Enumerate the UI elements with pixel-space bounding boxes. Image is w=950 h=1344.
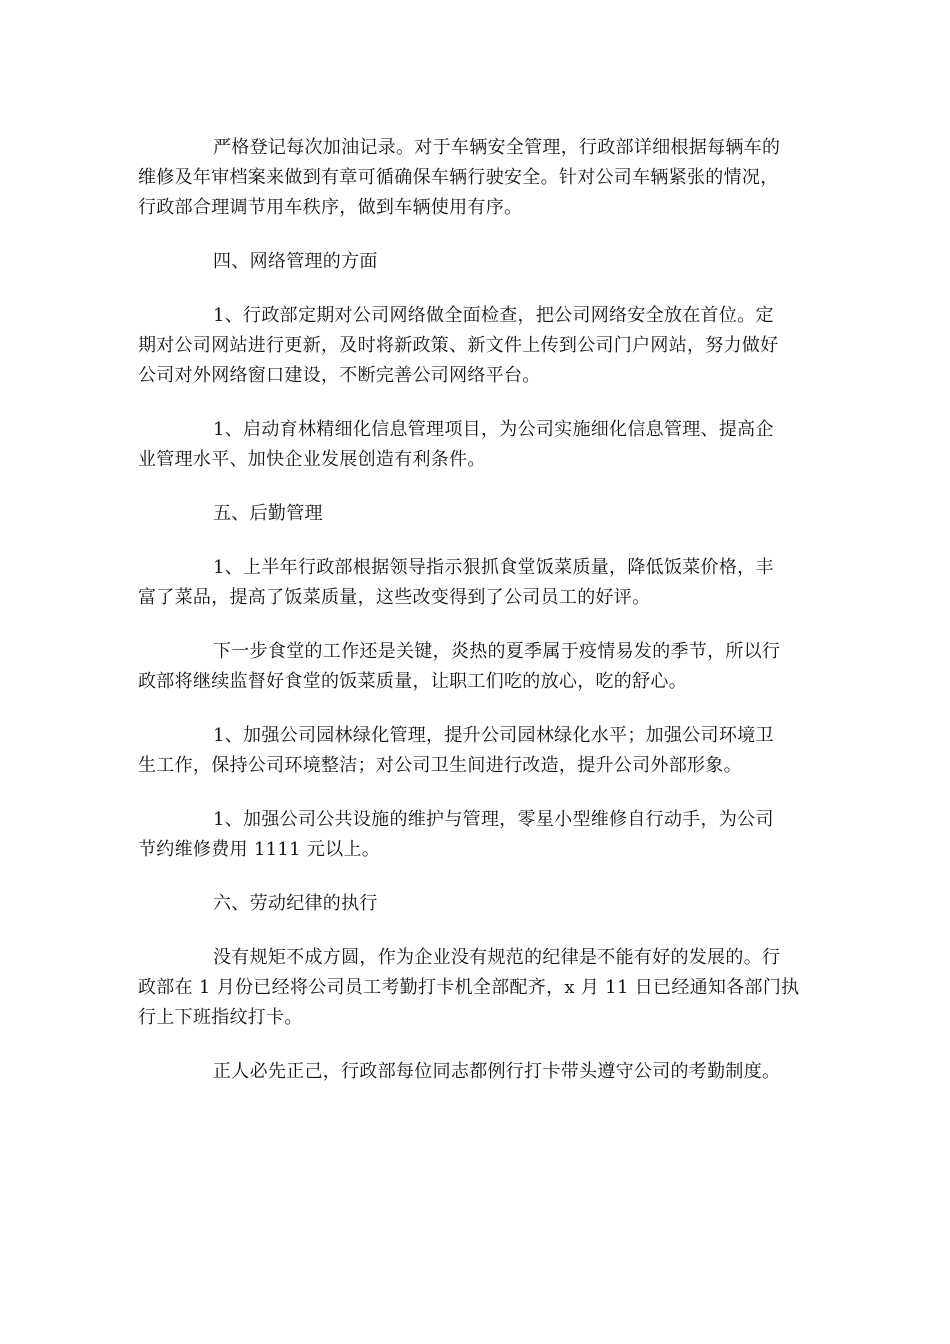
section-heading-logistics (213, 499, 813, 529)
text-line: 下一步食堂的工作还是关键，炎热的夏季属于疫情易发的季节，所以行 (213, 641, 781, 662)
paragraph-canteen-next-step (138, 637, 813, 697)
text-line: 业管理水平、加快企业发展创造有利条件。 (138, 449, 486, 470)
text-line: 节约维修费用 1111 元以上。 (138, 839, 381, 860)
heading-text: 五、后勤管理 (213, 503, 323, 524)
heading-text: 四、网络管理的方面 (213, 251, 378, 272)
text-line: 严格登记每次加油记录。对于车辆安全管理，行政部详细根据每辆车的 (213, 137, 781, 158)
paragraph-network-check (138, 301, 813, 391)
paragraph-canteen-quality (138, 553, 813, 613)
text-line: 行上下班指纹打卡。 (138, 1007, 303, 1028)
text-line: 正人必先正己，行政部每位同志都例行打卡带头遵守公司的考勤制度。 (213, 1061, 781, 1082)
text-line: 公司对外网络窗口建设，不断完善公司网络平台。 (138, 365, 541, 386)
paragraph-landscaping (138, 721, 813, 781)
text-line: 维修及年审档案来做到有章可循确保车辆行驶安全。针对公司车辆紧张的情况， (138, 167, 779, 188)
text-line: 期对公司网站进行更新，及时将新政策、新文件上传到公司门户网站，努力做好 (138, 335, 779, 356)
document-body (138, 133, 813, 1111)
text-line: 没有规矩不成方圆，作为企业没有规范的纪律是不能有好的发展的。行 (213, 947, 781, 968)
text-line: 1、上半年行政部根据领导指示狠抓食堂饭菜质量，降低饭菜价格，丰 (213, 557, 774, 578)
text-line: 1、启动育林精细化信息管理项目，为公司实施细化信息管理、提高企 (213, 419, 774, 440)
section-heading-discipline (213, 889, 813, 919)
text-line: 1、行政部定期对公司网络做全面检查，把公司网络安全放在首位。定 (213, 305, 774, 326)
paragraph-info-management (138, 415, 813, 475)
text-line: 1、加强公司公共设施的维护与管理，零星小型维修自行动手，为公司 (213, 809, 774, 830)
paragraph-lead-by-example (213, 1057, 813, 1087)
text-line: 生工作，保持公司环境整洁；对公司卫生间进行改造，提升公司外部形象。 (138, 755, 742, 776)
text-line: 行政部合理调节用车秩序，做到车辆使用有序。 (138, 197, 523, 218)
paragraph-vehicle-management (138, 133, 813, 223)
heading-text: 六、劳动纪律的执行 (213, 893, 378, 914)
text-line: 政部将继续监督好食堂的饭菜质量，让职工们吃的放心，吃的舒心。 (138, 671, 687, 692)
section-heading-network (213, 247, 813, 277)
text-line: 1、加强公司园林绿化管理，提升公司园林绿化水平；加强公司环境卫 (213, 725, 774, 746)
paragraph-facility-maintenance (138, 805, 813, 865)
text-line: 富了菜品，提高了饭菜质量，这些改变得到了公司员工的好评。 (138, 587, 651, 608)
text-line: 政部在 1 月份已经将公司员工考勤打卡机全部配齐，x 月 11 日已经通知各部门执 (138, 977, 800, 998)
paragraph-attendance-system (138, 943, 813, 1033)
